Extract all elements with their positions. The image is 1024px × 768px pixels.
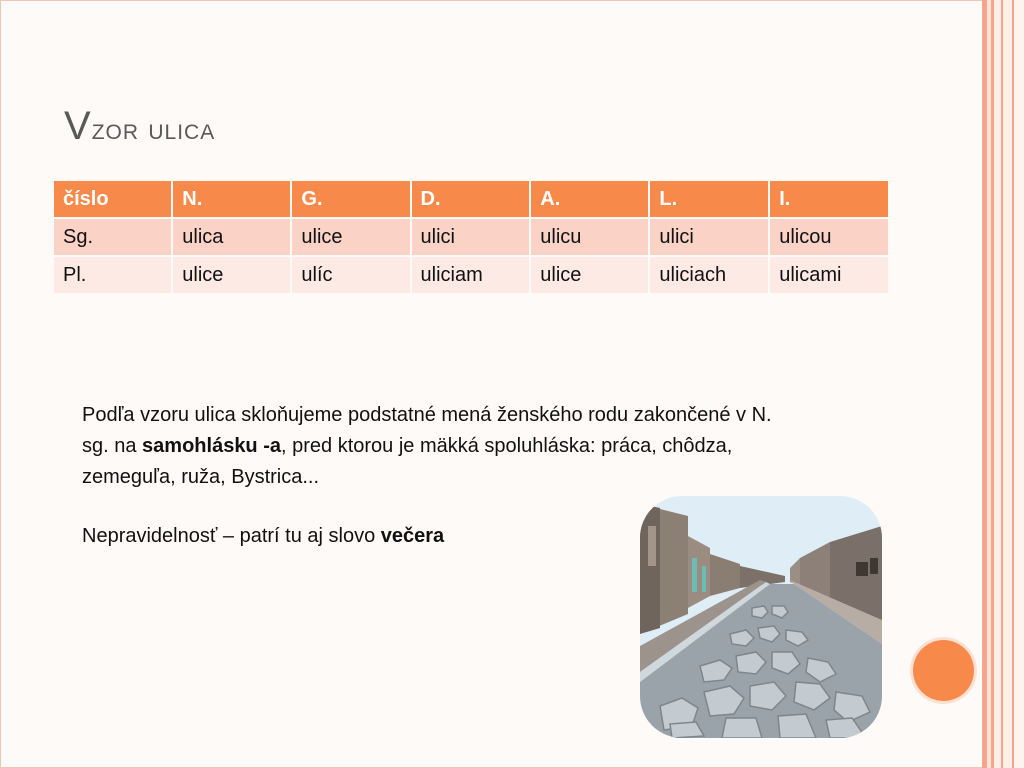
table-row [54,257,888,293]
table-header-row [54,181,888,217]
header-cell: D. [412,181,530,217]
declension-table [52,179,890,295]
table-cell: ulíc [292,257,409,293]
table-cell: ulice [292,219,409,255]
table-cell: ulice [531,257,648,293]
table-cell: ulici [650,219,768,255]
slide-title [64,104,215,149]
table-row [54,219,888,255]
header-cell: I. [770,181,888,217]
table-cell: ulica [173,219,290,255]
decor-stripe [994,0,1001,768]
table-cell: uliciach [650,257,768,293]
street-image [640,496,882,738]
table-cell: ulici [412,219,530,255]
body-paragraph [82,400,802,493]
decor-stripe [1014,0,1024,768]
body-paragraph-2 [82,521,682,552]
table-cell: ulice [173,257,290,293]
title-rest: zor ulica [91,113,216,146]
body-text: , pred ktorou je mäkká spoluhláska: práca, chôdza, zemeguľa, ruža, Bystrica... [82,435,733,488]
table-cell: ulicu [531,219,648,255]
table-cell: Pl. [54,257,171,293]
header-cell: N. [173,181,290,217]
decor-circle [913,640,974,701]
table-cell: ulicou [770,219,888,255]
decor-stripe [1003,0,1012,768]
table-cell: uliciam [412,257,530,293]
header-cell: číslo [54,181,171,217]
table-cell: Sg. [54,219,171,255]
table-cell: ulicami [770,257,888,293]
header-cell: A. [531,181,648,217]
body-text: Podľa vzoru ulica skloňujeme podstatné mená ženského rodu zakončené v N. sg. na [82,404,772,457]
title-initial: V [64,104,92,148]
header-cell: L. [650,181,768,217]
body-emphasis: večera [380,525,445,547]
body-emphasis: samohlásku -a [142,435,281,457]
header-cell: G. [292,181,409,217]
body-text: Nepravidelnosť – patrí tu aj slovo [82,525,381,547]
